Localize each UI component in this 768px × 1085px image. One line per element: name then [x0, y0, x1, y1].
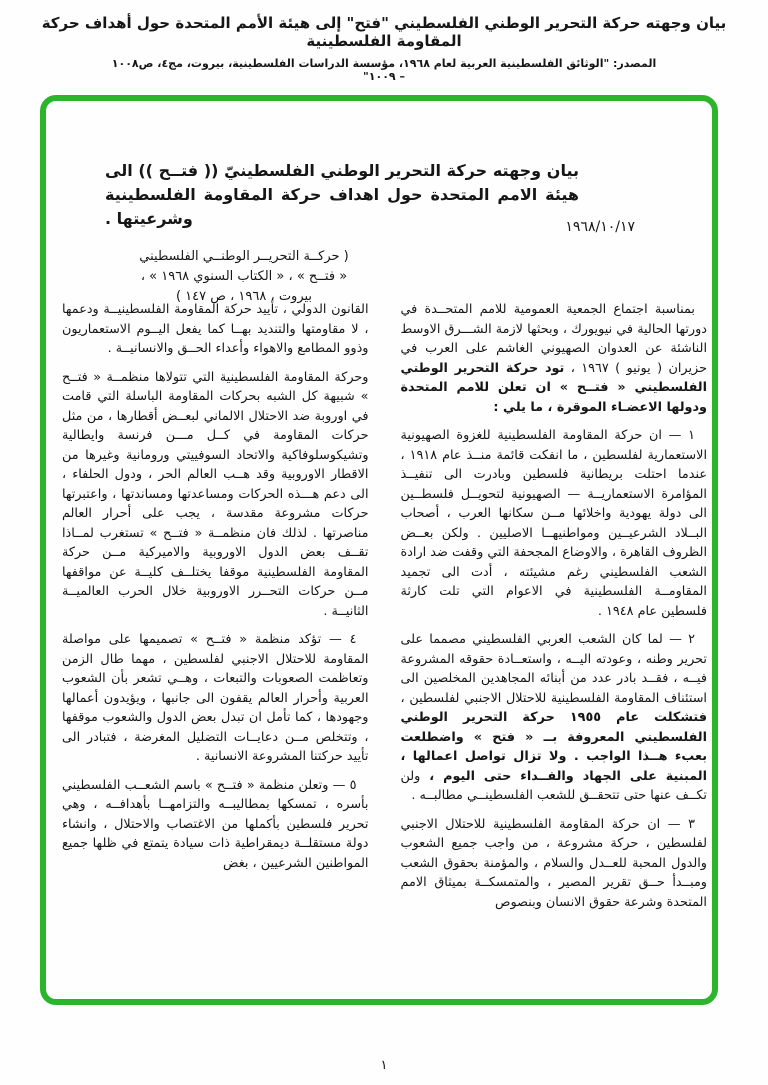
column-left [62, 300, 369, 991]
paragraph-item-3-continuation: القانون الدولي ، تأييد حركة المقاومة الفلسطينيــة ودعمها ، لا مقاومتها والتنديد بهــا كما يفعل اليــوم الاستعماريون وذوو المطامع والاهواء وأعداء الحــق والانسانيــة . [62, 302, 369, 356]
paragraph-item-4: ٤ — تؤكد منظمة « فتــح » تصميمها على مواصلة المقاومة للاحتلال الاجنبي لفلسطين ، مهما طال الزمن وتعاظمت الصعوبات والتبعات ، وهــي تشعر بأن الشعوب العربية وأحرار العالم يقفون الى جانبها ، ويؤيدون أعمالها وجهودها ، كما تأمل ان تبدل بعض الدول والشعوب موقفها ، وتتخلص مــن دعايــات التضليل المغرضة ، فتبادر الى تأييد حركتنا المشروعة الانسانية . [62, 632, 369, 764]
column-right [401, 300, 708, 991]
page-number: ١ [380, 1058, 388, 1073]
citation-line-2: « فتــح » ، « الكتاب السنوي ١٩٦٨ » ، [140, 269, 348, 284]
document-frame [40, 95, 718, 1005]
citation-block [85, 247, 403, 307]
paragraph-item-2-text: ٢ — لما كان الشعب العربي الفلسطيني مصمما على تحرير وطنه ، وعودته اليــه ، واستعــادة حقوقه المشروعة فيــه ، فقــد بادر عدد من أبنائه المجاهدين المخلصين الى استئناف المقاومة الفلسطينية للاحتلال الاجنبي لفلسطين ، [400, 632, 707, 706]
paragraph-intro-text: بمناسبة اجتماع الجمعية العمومية للامم المتحــدة في دورتها الحالية في نيويورك ، وبحثها لازمة الشـــرق الاوسط الناشئة عن العدوان الصهيوني الغاشم على العرب في حزيران ( يونيو ) ١٩٦٧ ، [400, 302, 707, 376]
citation-line-1: ( حركــة التحريــر الوطنــي الفلسطيني [139, 249, 349, 264]
paragraph-intro-emphasis: تود حركة التحرير الوطني الفلسطيني « فتــح » ان تعلن للامم المتحدة ودولها الاعضـاء الموقرة ، ما يلي : [400, 360, 707, 415]
paragraph-item-2-emphasis: فتشكلت عام ١٩٥٥ حركة التحرير الوطني الفلسطيني المعروفة بــ « فتح » واضطلعت بعبء هــذا الواجب . ولا تزال تواصل اعمالها ، المبنية على الجهاد والفــداء حتى اليوم ، [400, 710, 707, 784]
paragraph-intro [401, 300, 708, 417]
paragraph-item-2 [401, 630, 708, 806]
citation-line-3: بيروت ، ١٩٦٨ ، ص ١٤٧ ) [175, 289, 313, 304]
header-source: المصدر: "الوثائق الفلسطينية العربية لعام ١٩٦٨، مؤسسة الدراسات الفلسطينية، بيروت، مج٤، ص١٠٠٨ – ١٠٠٩" [111, 57, 657, 83]
statement-title: بيان وجهته حركة التحرير الوطني الفلسطينيّ (( فتــح )) الى هيئة الامم المتحدة حول اهداف حركة المقاومة الفلسطينية وشرعيتها . [105, 161, 579, 228]
statement-date: ١٩٦٨/١٠/١٧ [565, 219, 635, 235]
body-columns [62, 300, 707, 991]
paragraph-item-1: ١ — ان حركة المقاومة الفلسطينية للغزوة الصهيونية الاستعمارية لفلسطين ، ما انفكت قائمة منــذ عام ١٩١٨ ، عندما احتلت بريطانية فلسطين وبادرت الى تنفيــذ المؤامرة الاستعماريــة — الصهيونية لتحويــل فلسطــين الى دولة يهودية واخلائها مــن سكانها العرب ، أصحاب البــلاد الشرعيــين ومواطنيهــا الاصليين . ولكن بعــض الظروف القاهرة ، والاوضاع المجحفة التي وقفت ضد ارادة الشعب الفلسطيني رغم مشيئته ، أدت الى تجميد المقاومــة الفلسطينية في الاعوام التي تلت كارثة فلسطين عام ١٩٤٨ . [400, 428, 707, 619]
paragraph-comparison: وحركة المقاومة الفلسطينية التي تتولاها منظمــة « فتــح » شبيهة كل الشبه بحركات المقاومة الباسلة التي قامت في اوروبة ضد الاحتلال الالماني لبعــض أقطارها ، من مثل حركات المقاومة في كــل مـــن فرنسة وايطالية وتشيكوسلوفاكية والاتحاد السوفييتي ورومانية وغيرها من الاقطار الاوروبية وقد هــب العالم الحر ، ودول الحلفاء ، الى دعم هـــذه الحركات ومساعدتها ومساندتها ، واعتبرتها حركات مشروعة مقدسة ، يجب على أحرار العالم مناصرتها . لذلك فان منظمــة « فتــح » تستغرب لمــاذا تقــف بعض الدول الاوروبية والاميركية مــن حركة المقاومة الفلسطينية موقفا يختلــف كليــة عن مواقفها مــن حركات التحــرر الاوروبية خلال الحرب العالميــة الثانيــة . [62, 369, 369, 619]
paragraph-item-5: ٥ — وتعلن منظمة « فتــح » باسم الشعــب الفلسطيني بأسره ، تمسكها بمطاليبــه والتزامهــا بأهدافــه ، وهي تحرير فلسطين بأكملها من الاغتصاب والاحتلال ، وانشاء دولة مستقلــة ديمقراطية ذات سيادة يتمتع في ظلها جميع المواطنين الشرعيين ، بغض [62, 777, 369, 871]
paragraph-item-3: ٣ — ان حركة المقاومة الفلسطينية للاحتلال الاجنبي لفلسطين ، حركة مشروعة ، من واجب جميع الشعوب والدول المحبة للعــدل والسلام ، والمؤمنة بحقوق الشعب ومبــدأ حــق تقرير المصير ، والمتمسكــة بميثاق الامم المتحدة وشرعة حقوق الانسان وبنصوص [400, 816, 707, 910]
document-header [0, 14, 768, 83]
paragraph-item-2-rest: ولن تكــف عنها حتى تتحقــق للشعب الفلسطينــي مطالبــه . [400, 768, 707, 803]
header-title: بيان وجهته حركة التحرير الوطني الفلسطيني "فتح" إلى هيئة الأمم المتحدة حول أهداف حركة المقاومة الفلسطينية [41, 14, 727, 50]
